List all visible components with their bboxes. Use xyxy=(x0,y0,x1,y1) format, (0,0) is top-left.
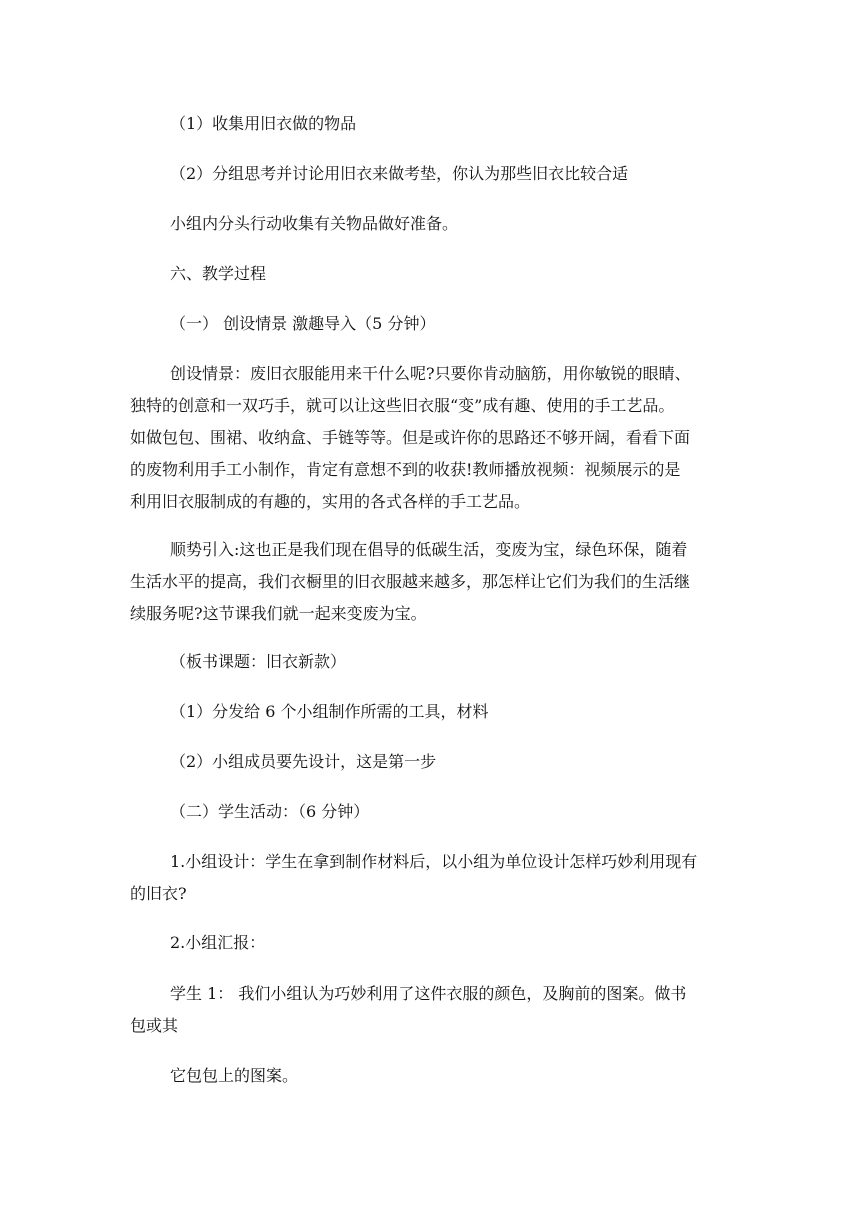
step-1: （1）分发给 6 个小组制作所需的工具，材料 xyxy=(170,702,489,721)
paragraph-line: 学生 1： 我们小组认为巧妙利用了这件衣服的颜色，及胸前的图案。做书 xyxy=(170,984,687,1003)
paragraph-scene xyxy=(130,366,691,526)
paragraph-line: 利用旧衣服制成的有趣的，实用的各式各样的手工艺品。 xyxy=(130,492,531,511)
paragraph-line: 如做包包、围裙、收纳盒、手链等等。但是或许你的思路还不够开阔，看看下面 xyxy=(130,428,691,447)
paragraph-line: 续服务呢?这节课我们就一起来变废为宝。 xyxy=(130,604,427,623)
preparation-line: 小组内分头行动收集有关物品做好准备。 xyxy=(170,214,459,233)
paragraph-line: 包或其 xyxy=(130,1016,179,1035)
subsection-heading-activity: （二）学生活动：（6 分钟） xyxy=(170,802,370,821)
collect-item-2: （2）分组思考并讨论用旧衣来做考垫，你认为那些旧衣比较合适 xyxy=(170,164,629,183)
student-1-report xyxy=(130,986,686,1050)
paragraph-design xyxy=(130,854,697,918)
section-heading-teaching-process: 六、教学过程 xyxy=(170,264,267,283)
paragraph-line: 顺势引入:这也正是我们现在倡导的低碳生活，变废为宝，绿色环保，随着 xyxy=(170,540,688,559)
student-1-report-continued: 它包包上的图案。 xyxy=(170,1066,299,1085)
paragraph-line: 生活水平的提高，我们衣橱里的旧衣服越来越多，那怎样让它们为我们的生活继 xyxy=(130,572,691,591)
paragraph-line: 独特的创意和一双巧手，就可以让这些旧衣服“变”成有趣、使用的手工艺品。 xyxy=(130,396,675,415)
collect-item-1: （1）收集用旧衣做的物品 xyxy=(170,114,357,133)
subsection-heading-scene: （一） 创设情景 激趣导入（5 分钟） xyxy=(170,314,436,333)
paragraph-line: 1.小组设计：学生在拿到制作材料后，以小组为单位设计怎样巧妙利用现有 xyxy=(170,852,698,871)
board-title: （板书课题：旧衣新款） xyxy=(170,652,347,671)
paragraph-line: 创设情景：废旧衣服能用来干什么呢?只要你肯动脑筋，用你敏锐的眼睛、 xyxy=(170,364,691,383)
paragraph-line: 的旧衣? xyxy=(130,884,187,903)
paragraph-line: 的废物利用手工小制作，肯定有意想不到的收获!教师播放视频：视频展示的是 xyxy=(130,460,681,479)
paragraph-intro xyxy=(130,542,690,638)
step-2: （2）小组成员要先设计，这是第一步 xyxy=(170,752,437,771)
report-heading: 2.小组汇报： xyxy=(170,933,266,952)
